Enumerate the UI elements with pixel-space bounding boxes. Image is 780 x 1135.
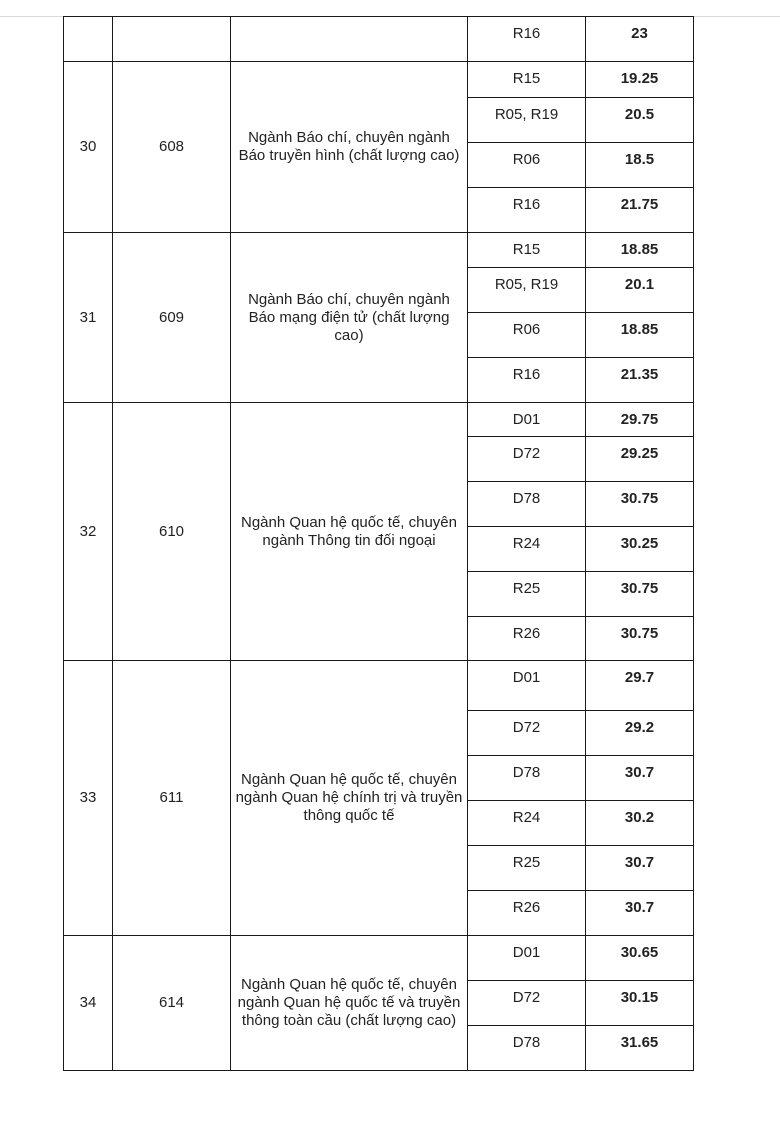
score: 30.75 <box>620 625 659 642</box>
code-cell <box>112 61 231 233</box>
subject-combo-cell <box>467 232 586 268</box>
score-cell <box>585 232 694 268</box>
stt-cell <box>63 935 113 1071</box>
code-cell <box>112 935 231 1071</box>
subject-combo-cell <box>467 526 586 572</box>
score: 29.7 <box>624 669 655 686</box>
score-cell <box>585 16 694 62</box>
subject-combo-cell <box>467 357 586 403</box>
score-cell <box>585 980 694 1026</box>
score-cell <box>585 61 694 98</box>
major-name-cell <box>230 935 468 1071</box>
subject-combo: R26 <box>512 625 541 642</box>
subject-combo-cell <box>467 800 586 846</box>
subject-combo: R25 <box>512 854 541 871</box>
subject-combo-cell <box>467 755 586 801</box>
score-cell <box>585 267 694 313</box>
subject-combo: R25 <box>512 580 541 597</box>
score: 29.2 <box>624 719 655 736</box>
subject-combo-cell <box>467 616 586 661</box>
subject-combo-cell <box>467 1025 586 1071</box>
subject-combo-cell <box>467 312 586 358</box>
subject-combo-cell <box>467 935 586 981</box>
major-code: 608 <box>158 138 185 155</box>
score: 18.85 <box>620 321 659 338</box>
subject-combo: D72 <box>512 445 541 462</box>
subject-combo-cell <box>467 481 586 527</box>
subject-combo: D72 <box>512 989 541 1006</box>
cont-name-cell <box>230 16 468 62</box>
subject-combo: D78 <box>512 1034 541 1051</box>
score-cell <box>585 481 694 527</box>
stt-cell <box>63 402 113 661</box>
score: 30.25 <box>620 535 659 552</box>
major-name: Ngành Quan hệ quốc tế, chuyên ngành Quan hệ chính trị và truyền thông quốc tế <box>235 771 463 824</box>
score: 30.2 <box>624 809 655 826</box>
subject-combo-cell <box>467 267 586 313</box>
score-cell <box>585 526 694 572</box>
score: 21.35 <box>620 366 659 383</box>
subject-combo-cell <box>467 187 586 233</box>
score: 30.7 <box>624 764 655 781</box>
subject-combo: R06 <box>512 151 541 168</box>
score-cell <box>585 571 694 617</box>
subject-combo: R16 <box>512 366 541 383</box>
score-cell <box>585 142 694 188</box>
subject-combo-cell <box>467 660 586 711</box>
score-cell <box>585 890 694 936</box>
subject-combo-cell <box>467 402 586 437</box>
score: 31.65 <box>620 1034 659 1051</box>
score-cell <box>585 845 694 891</box>
stt-cell <box>63 232 113 403</box>
subject-combo: R26 <box>512 899 541 916</box>
major-name-cell <box>230 660 468 936</box>
subject-combo-cell <box>467 97 586 143</box>
cont-code-cell <box>112 16 231 62</box>
score-cell <box>585 97 694 143</box>
subject-combo-cell <box>467 710 586 756</box>
score: 23 <box>631 25 648 42</box>
score: 21.75 <box>620 196 659 213</box>
score: 19.25 <box>620 70 659 87</box>
stt: 32 <box>79 522 97 540</box>
code-cell <box>112 660 231 936</box>
score: 18.85 <box>620 241 659 258</box>
score: 30.75 <box>620 580 659 597</box>
score: 29.75 <box>620 411 659 428</box>
stt-cell <box>63 61 113 233</box>
subject-combo: R15 <box>512 70 541 87</box>
subject-combo-cell <box>467 890 586 936</box>
major-name: Ngành Báo chí, chuyên ngành Báo truyền hình (chất lượng cao) <box>238 129 460 164</box>
score-cell <box>585 436 694 482</box>
score-cell <box>585 1025 694 1071</box>
subject-combo-cell <box>467 571 586 617</box>
major-name-cell <box>230 232 468 403</box>
stt: 33 <box>79 789 97 806</box>
major-name-cell <box>230 61 468 233</box>
subject-combo-cell <box>467 436 586 482</box>
stt-cell <box>63 660 113 936</box>
score: 30.7 <box>624 899 655 916</box>
code-cell <box>112 402 231 661</box>
subject-combo: R15 <box>512 241 541 258</box>
score: 20.5 <box>624 106 655 123</box>
subject-combo-cell <box>467 61 586 98</box>
score-cell <box>585 800 694 846</box>
score: 30.75 <box>620 490 659 507</box>
admission-score-table <box>63 16 694 1071</box>
score: 20.1 <box>624 276 655 293</box>
subject-combo: R06 <box>512 321 541 338</box>
major-code: 614 <box>158 994 185 1011</box>
subject-combo: R24 <box>512 809 541 826</box>
subject-combo: D01 <box>512 411 541 428</box>
score-cell <box>585 935 694 981</box>
major-name: Ngành Quan hệ quốc tế, chuyên ngành Thông tin đối ngoại <box>241 513 457 549</box>
subject-combo: R05, R19 <box>494 106 559 123</box>
subject-combo-cell <box>467 142 586 188</box>
score-cell <box>585 710 694 756</box>
subject-combo: D72 <box>512 719 541 736</box>
subject-combo: D01 <box>512 944 541 961</box>
score-cell <box>585 357 694 403</box>
score: 18.5 <box>624 151 655 168</box>
code-cell <box>112 232 231 403</box>
major-code: 610 <box>158 522 185 540</box>
subject-combo: D78 <box>512 764 541 781</box>
subject-combo-cell <box>467 845 586 891</box>
score: 30.15 <box>620 989 659 1006</box>
score: 30.65 <box>620 944 659 961</box>
subject-combo: R16 <box>512 196 541 213</box>
score-cell <box>585 755 694 801</box>
score-cell <box>585 616 694 661</box>
major-name: Ngành Quan hệ quốc tế, chuyên ngành Quan hệ quốc tế và truyền thông toàn cầu (chất lượng cao) <box>237 976 461 1029</box>
major-code: 611 <box>159 789 184 806</box>
subject-combo: D01 <box>512 669 541 686</box>
subject-combo: R24 <box>512 535 541 552</box>
subject-combo-cell <box>467 16 586 62</box>
subject-combo: R05, R19 <box>494 276 559 293</box>
stt: 30 <box>79 138 97 155</box>
score-cell <box>585 312 694 358</box>
score-cell <box>585 187 694 233</box>
major-name-cell <box>230 402 468 661</box>
subject-combo: R16 <box>512 25 541 42</box>
subject-combo-cell <box>467 980 586 1026</box>
major-code: 609 <box>158 308 185 326</box>
stt: 34 <box>79 994 97 1011</box>
subject-combo: D78 <box>512 490 541 507</box>
major-name: Ngành Báo chí, chuyên ngành Báo mạng điện tử (chất lượng cao) <box>248 290 450 344</box>
score: 30.7 <box>624 854 655 871</box>
score-cell <box>585 660 694 711</box>
score: 29.25 <box>620 445 659 462</box>
cont-stt-cell <box>63 16 113 62</box>
stt: 31 <box>79 308 97 326</box>
score-cell <box>585 402 694 437</box>
